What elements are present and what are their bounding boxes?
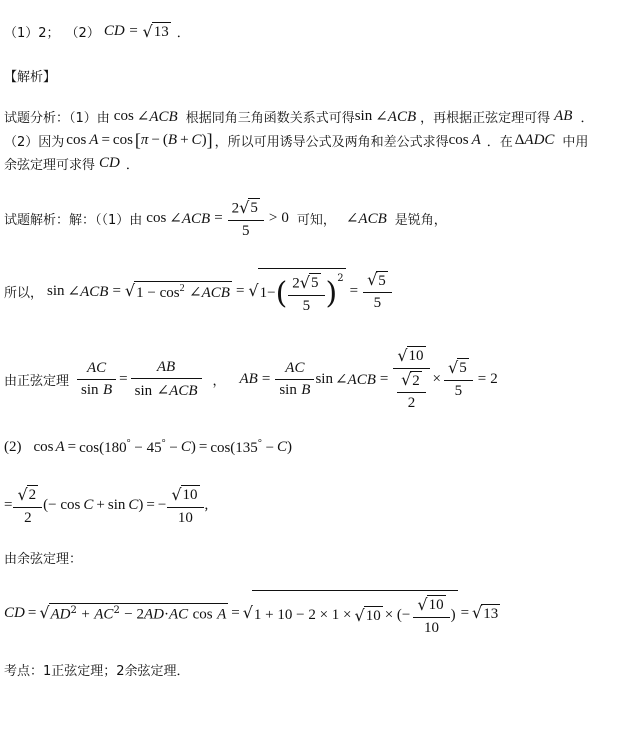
solution-intro: 试题解析：解：（（1）由 cos ∠ACB = 2 √ 5 5 > 0 可知， ∠ACB 是锐角， (4, 197, 447, 239)
cd-computation-line: CD = √ $AD^2 + AC^2 - 2AD\cdot AC$ cos A = √ 1 + 10 − 2 × 1 × √ 10 × (− √ 10 10 ) = √ 13 (4, 590, 500, 637)
answer-cd: CD = (103, 23, 139, 39)
law-of-sines-line: 由正弦定理 $\frac{AC}{\text{sin B}}$ = $\frac{AB}{\text{sin ∠ACB}}$ ， AB = $\frac{AC}{\text{sin B}}$ sin ∠ACB = √ 10 √ 2 2 × √ 5 5 = 2 (4, 345, 498, 411)
answer-sqrt: √ 13 (142, 21, 169, 41)
frac-2sqrt5-5: 2 √ 5 5 (230, 198, 262, 240)
answer-line: （1）2； （2） CD = √ 13 ． (4, 21, 190, 41)
kaodian: 考点：1正弦定理；2余弦定理． (4, 664, 190, 679)
analysis-line-1: 试题分析：（1）由 cos ∠ACB 根据同角三角函数关系式可得 sin ∠ACB ，再根据正弦定理可得 AB ． (4, 108, 594, 126)
analysis-line-2: （2）因为 cos A = cos [ π − ( B + C ) ] ，所以可用诱导公式及两角和差公式求得 cos A ．在 Δ ADC 中用 (4, 130, 589, 150)
part2-cosA-line: (2) cos A = cos(180° − 45° − C ) = cos(135° − C ) (4, 438, 293, 456)
answer-part1: （1）2； (4, 26, 60, 41)
analysis-line-3: 余弦定理可求得 CD ． (4, 155, 139, 173)
part2-result-line: = √ 2 2 (− cos C + sin C ) = − √ 10 10 , (4, 484, 209, 526)
law-of-cosines-label: 由余弦定理： (4, 552, 83, 567)
jiexi-heading: 【解析】 (4, 70, 57, 85)
sin-acb-line: 所以， sin ∠ACB = √ $1 - \cos^2$ ∠ACB = √ 1− ( 2 √ 5 5 ) $^2$ = √ 5 5 (4, 268, 393, 315)
answer-part2: （2） (65, 26, 100, 41)
